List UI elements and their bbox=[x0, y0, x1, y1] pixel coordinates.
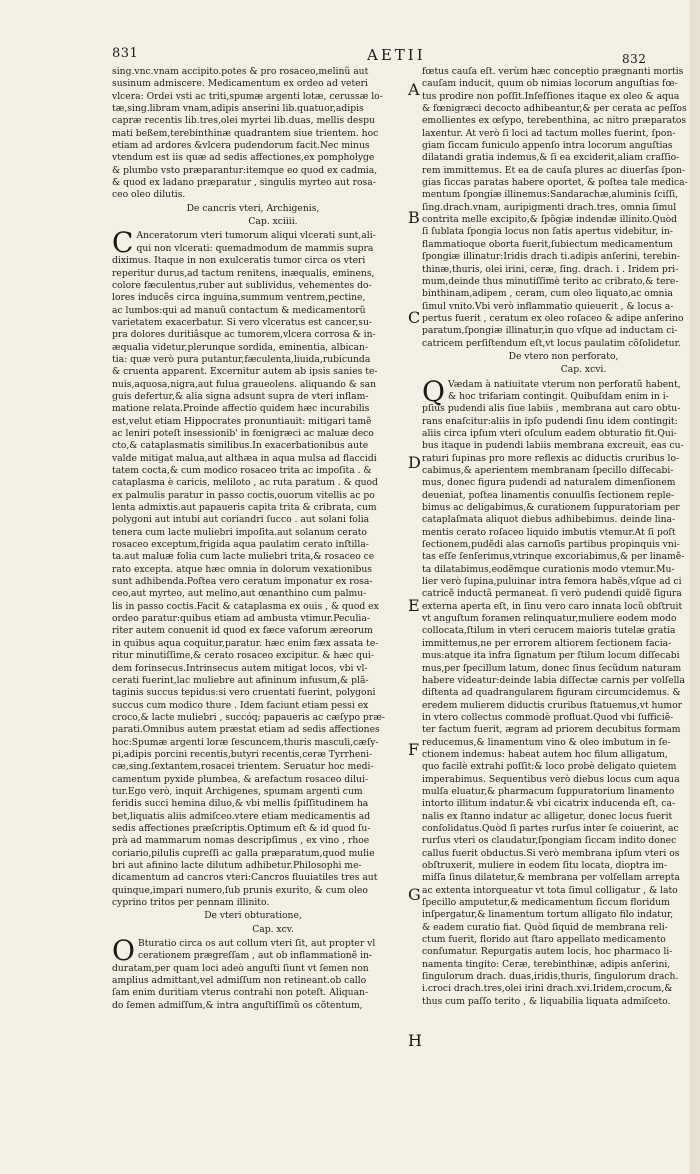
text-line: callus fuerit obductus.Si verò membrana ipſum vteri os bbox=[422, 847, 680, 859]
margin-letter: D bbox=[408, 453, 421, 472]
text-line: bri aut afinino lacte dilutum adhibetur.Philosophi me- bbox=[112, 860, 362, 871]
text-line: mati beßem,terebinthinæ quadrantem siue trientem. hoc bbox=[112, 127, 379, 139]
text-line: pra dolores duritiâsque ac tumorem,vlcera corrosa & in- bbox=[112, 329, 376, 341]
text-line: eredem mulierem diductis cruribus ſtatuemus,vt humor bbox=[422, 699, 683, 711]
page-number-right: 832 bbox=[622, 52, 647, 66]
text-line: guis defertur,& alia signa adsunt supra de vteri inflam- bbox=[112, 390, 369, 402]
text-line: riter autem conuenit id quod ex fæce vaforum æreorum bbox=[112, 625, 373, 637]
text-line: cerationem prægreſſam , aut ob inflammationẽ in- bbox=[137, 950, 373, 962]
text-line: giam ſiccam funiculo appenſo intra locorum anguſtias bbox=[422, 140, 673, 152]
text-line: externa aperta eſt, in ſinu vero caro innata locũ obſtruit bbox=[422, 600, 683, 612]
text-line: Anceratorum vteri tumorum aliqui vlcerati sunt,ali- bbox=[136, 230, 376, 242]
text-line: sing.vnc.vnam accipito.potes & pro rosaceo,melinũ aut bbox=[112, 66, 369, 77]
text-line: dilatandi gratia indemus,& ſi ea exciderit,aliam craſſio- bbox=[422, 152, 680, 164]
text-line: cerati fuerint,lac muliebre aut afininum infusum,& plã- bbox=[112, 674, 369, 686]
text-line: valde mitigat malua,aut althæa in aqua mulsa ad flaccidi bbox=[112, 452, 377, 464]
text-line: succus cum modico thure . Idem faciunt etiam pessi ex bbox=[112, 699, 369, 711]
text-line: catricẽ inductã permaneat. ſi verò pudendi quidẽ ſigura bbox=[422, 588, 682, 600]
text-line: do ſemen admiſſum,& intra anguſtiſſimũ os cõtentum, bbox=[112, 999, 363, 1011]
text-line: intorto illitum indatur.& vbi cicatrix inducenda eſt, ca- bbox=[422, 798, 676, 810]
text-line: binthinam,adipem , ceram, cum oleo liquato,ac omnia bbox=[422, 288, 673, 300]
text-line: ordeo paratur:quibus etiam ad ambusta vtimur.Peculia- bbox=[112, 613, 370, 625]
text-line: rosaceo exceptum,frigida aqua paulatim cerato inſtilla- bbox=[112, 539, 369, 551]
text-line: est,velut etiam Hippocrates pronuntiauit: mitigari tamẽ bbox=[112, 415, 372, 427]
text-line: nalis ex ſtanno indatur ac alligetur, donec locus fuerit bbox=[422, 810, 673, 822]
text-line: amplius admittant,vel admiſſum non retineant.ob callo bbox=[112, 975, 367, 987]
text-line: polygoni aut intubi aut coriandri ſucco . aut solani folia bbox=[112, 514, 370, 526]
text-line: & hoc trifariam contingit. Quibuſdam enim in i- bbox=[447, 390, 669, 402]
section-number-cap-96: Cap. xcvi. bbox=[560, 364, 607, 376]
text-line: dem forinsecus.Intrinsecus autem mitigat locos, vbi vl- bbox=[112, 662, 368, 674]
text-line: rem immittemus. Et ea de cauſa plures ac diuerſas ſpon- bbox=[422, 164, 686, 176]
text-line: ta.aut maluæ folia cum lacte muliebri trita,& rosaceo ce bbox=[112, 551, 375, 563]
text-line: vtendum est iis quæ ad sedis affectiones,ex pompholyge bbox=[112, 152, 375, 164]
text-line: ſectionem,pudẽdi alas carnoſis partibus propinquis vni- bbox=[422, 539, 680, 551]
text-line: ta dilatabimus,eodẽmque curationis modo vtemur.Mu- bbox=[422, 563, 675, 575]
text-line: fœtus cauſa eſt. verùm hæc conceptio prægnanti mortis bbox=[422, 66, 684, 77]
drop-cap: O bbox=[112, 934, 135, 968]
text-line: lenta admixtis.aut papaueris capita trita & cribrata, cum bbox=[112, 502, 377, 514]
text-line: parati.Omnibus autem præstat etiam ad sedis affectiones bbox=[112, 724, 380, 736]
text-line: catricem perſiſtendum eſt,vt locus paulatim cõſolidetur. bbox=[422, 337, 681, 349]
text-line: quinque,impari numero,ſub prunis exurito, & cum oleo bbox=[112, 884, 368, 896]
text-line: mum,deinde thus minutiſſimè terito ac cribrato,& tere- bbox=[422, 275, 679, 287]
text-line: flammatioque oborta fuerit,ſubiectum medicamentum bbox=[422, 238, 673, 250]
text-line: hoc:Spumæ argenti loræ ſescuncem,thuris masculi,cæſy- bbox=[112, 736, 379, 748]
left-para-1 bbox=[112, 66, 394, 202]
text-line: ctum fuerit, florido aut ſtaro appellato medicamento bbox=[422, 934, 666, 946]
text-line: matione relata.Proinde affectio quidem hæc incurabilis bbox=[112, 403, 370, 415]
text-line: lores inducẽs circa inguina,summum ventrem,pectine, bbox=[112, 292, 366, 304]
section-title-cap-95: De vteri obturatione, bbox=[204, 910, 302, 922]
left-text-column bbox=[112, 66, 394, 1012]
margin-letter: A bbox=[408, 80, 420, 99]
right-para-2 bbox=[422, 374, 700, 1009]
text-line: tia: quæ verò pura putantur,fæculenta,liuida,rubicunda bbox=[112, 353, 371, 365]
text-line: rurſus vteri os claudatur,ſpongiam ſiccam indito donec bbox=[422, 835, 677, 847]
text-line: cabimus,& aperientem membranam ſpecillo diſſecabi- bbox=[422, 465, 674, 476]
text-line: ſingulorum drach. duas,iridis,thuris, ſingulorum drach. bbox=[422, 971, 679, 983]
text-line: collocata,ſtilum in vteri cerucem maioris tutelæ gratia bbox=[422, 625, 676, 637]
text-line: vt anguſtum foramen relinquatur,muliere eodem modo bbox=[422, 613, 677, 625]
text-line: reperitur durus,ad tactum renitens, inæqualis, eminens, bbox=[112, 267, 375, 279]
text-line: contrita melle excipito,& ſpõgiæ indendæ illinito.Quòd bbox=[422, 214, 678, 226]
text-line: diſtenta ad quadrangularem figuram circumcidemus. & bbox=[422, 687, 681, 699]
text-line: imperabimus. Sequentibus verò diebus locus cum aqua bbox=[422, 773, 680, 785]
text-line: tenera cum lacte muliebri impoſita.aut solanum cerato bbox=[112, 526, 367, 538]
text-line: ac leniri poteſt insessionib' in fœnigræci ac maluæ deco bbox=[112, 427, 374, 439]
text-line: ſimul vnito.Vbi verò inflammatio quieuerit , & locus a- bbox=[422, 300, 674, 312]
text-line: in quibus aqua coquitur,paratur. hæc enim fæx assata te- bbox=[112, 637, 379, 649]
text-line: tur.Ego verò, inquit Archigenes, spumam argenti cum bbox=[112, 785, 363, 797]
text-line: rans enaſcitur:aliis in ipſo pudendi ſinu idem contingit: bbox=[422, 415, 678, 427]
text-line: ceo oleo dilutis. bbox=[112, 189, 186, 201]
text-line: rato excepta. atque hæc omnia in dolorum vexationibus bbox=[112, 563, 372, 575]
text-line: deueniat, poſtea linamentis conuulſis ſectionem reple- bbox=[422, 489, 675, 501]
text-line: coriario,pilulis cupreſſi ac galla præparatum,quod mulie bbox=[112, 847, 375, 859]
text-line: dicamentum ad cancros vteri:Cancros fluuiatiles tres aut bbox=[112, 872, 378, 884]
text-line: cto,& cataplasmatis similibus.In exacerbationibus aute bbox=[112, 440, 369, 452]
text-line: lis in passo coctis.Facit & cataplasma ex ouis , & quod ex bbox=[112, 600, 379, 612]
text-line: ac lumbos:qui ad manuũ contactum & medicamentorũ bbox=[112, 304, 366, 316]
text-line: bet,liquatis aliis admiſceo.vtere etiam medicamentis ad bbox=[112, 810, 371, 822]
text-line: tus prodire non poſſit.Inſeſſiones itaque ex oleo & aqua bbox=[422, 90, 680, 102]
text-line: colore fæculentus,ruber aut sublividus, vehementes do- bbox=[112, 279, 372, 291]
text-line: habere videatur:deinde labia diſſectæ carnis per volſella bbox=[422, 674, 685, 686]
text-line: cyprino tritos per pennam illinito. bbox=[112, 897, 270, 909]
text-line: conſolidatus.Quòd ſi partes rurſus inter ſe coiuerint, ac bbox=[422, 822, 679, 834]
text-line: ſam enim duritiam vterus contrahi non poteſt. Aliquan- bbox=[112, 987, 369, 999]
text-line: Vædam à natiuitate vterum non perforatũ habent, bbox=[447, 378, 681, 390]
text-line: laxentur. At verò ſi loci ad tactum molles fuerint, ſpon- bbox=[422, 127, 676, 139]
text-line: ſing.drach.vnam, auripigmenti drach.tres, omnia ſimul bbox=[422, 201, 677, 213]
left-para-3 bbox=[112, 934, 394, 1012]
right-text-column bbox=[422, 66, 700, 1008]
text-line: & plumbo vsto præparantur:itemque eo quod ex cadmia, bbox=[112, 164, 378, 176]
text-line: mulſa eluatur,& pharmacum ſuppuratorium linamento bbox=[422, 785, 675, 797]
text-line: pi,adipis porcini recentis,butyri recentis,ceræ Tyrrheni- bbox=[112, 748, 373, 760]
text-line: namenta tingito: Ceræ, terebinthinæ, adipis anſerini, bbox=[422, 958, 671, 970]
text-line: lier verò ſupina,puluinar intra femora habẽs,vſque ad ci bbox=[422, 576, 682, 588]
page-edge-shadow bbox=[690, 0, 700, 1174]
text-line: ac extenta intorqueatur vt tota ſimul colligatur , & lato bbox=[422, 884, 678, 896]
text-line: aliis circa ipſum vteri oſculum eadem obturatio fit.Qui- bbox=[422, 427, 677, 439]
text-line: bimus ac deligabimus,& curationem ſuppuratoriam per bbox=[422, 502, 680, 514]
text-line: mentis cerato roſaceo liquido imbutis vtemur.At ſi poſt bbox=[422, 526, 676, 538]
text-line: cataplasma è caricis, meliloto , ac ruta paratum . & quod bbox=[112, 477, 378, 489]
section-title-cap-96: De vtero non perforato, bbox=[508, 350, 619, 362]
text-line: sedis affectiones præſcriptis.Optimum eſt & id quod ſu- bbox=[112, 822, 371, 834]
section-number-cap-95: Cap. xcv. bbox=[252, 923, 294, 935]
text-line: mentum ſpongiæ illinemus:Sandarachæ,aluminis ſciſſi, bbox=[422, 189, 679, 201]
text-line: prà ad mammarum nomas descripſimus , ex vino , rhoe bbox=[112, 835, 370, 847]
text-line: ceo,aut myrteo, aut melino,aut œnanthino cum palmu- bbox=[112, 588, 367, 600]
running-title: AETII bbox=[367, 46, 426, 64]
section-title-cap-94: De cancris vteri, Archigenis, bbox=[186, 202, 320, 214]
text-line: conſumatur. Repurgatis autem locis, hoc pharmaco li- bbox=[422, 946, 673, 958]
text-line: mus,per ſpecillum latum, donec ſinus ſecũdum naturam bbox=[422, 662, 682, 674]
text-line: tatem cocta,& cum modico rosaceo trita ac impoſita . & bbox=[112, 465, 372, 476]
text-line: tas eſſe ſenſerimus,vtrinque excoriabimus,& per linamẽ- bbox=[422, 551, 685, 563]
text-line: ter factum fuerit, ægram ad priorem decubitus formam bbox=[422, 724, 681, 736]
text-line: æqualia videtur,plerunque sordida, eminentia, albican- bbox=[112, 341, 369, 353]
text-line: ritur minutiſſime,& cerato rosaceo excipitur. & hæc qui- bbox=[112, 650, 374, 662]
text-line: gias ſiccas paratas habere oportet, & poſtea tale medica- bbox=[422, 177, 688, 189]
text-line: thinæ,thuris, olei irini, ceræ, ſing. drach. i . Iridem pri- bbox=[422, 263, 679, 275]
margin-letter: C bbox=[408, 308, 421, 327]
page-number-left: 831 bbox=[112, 46, 139, 61]
text-line: susinum admiscere. Medicamentum ex ordeo ad veteri bbox=[112, 78, 368, 90]
text-line: sunt adhibenda.Poſtea vero ceratum imponatur ex rosa- bbox=[112, 576, 373, 588]
text-line: paratum,ſpongiæ illinatur,in quo vſque ad inductam ci- bbox=[422, 325, 678, 337]
text-line: ctionem indemus: habeat autem hoc filum alligatum, bbox=[422, 748, 668, 760]
margin-letter: E bbox=[408, 596, 420, 615]
text-line: ſpecillo amputetur,& medicamentum ſiccum floridum bbox=[422, 897, 670, 909]
text-line: raturi ſupinas pro more reflexis ac diductis cruribus lo- bbox=[422, 452, 680, 464]
text-line: nuis,aquosa,nigra,aut fulua graueolens. aliquando & san bbox=[112, 378, 377, 390]
text-line: in vtero collectus commodè profluat.Quod vbi ſufficiẽ- bbox=[422, 711, 674, 723]
text-line: i.croci drach.tres,olei irini drach.xvi.Iridem,crocum,& bbox=[422, 983, 673, 995]
text-line: bus itaque in pudendi labiis membrana excreuit, eas cu- bbox=[422, 440, 684, 452]
text-line: cauſam inducit, quum ob nimias locorum anguſtias fœ- bbox=[422, 78, 678, 90]
text-line: pertus fuerit , ceratum ex oleo roſaceo & adipe anſerino bbox=[422, 312, 684, 324]
text-line: ſpongiæ illinatur:Iridis drach ti.adipis anſerini, terebin- bbox=[422, 251, 680, 263]
text-line: croco,& lacte muliebri , succóq; papaueris ac cæſypo præ- bbox=[112, 711, 385, 723]
text-line: camentum pyxide plumbea, & arefactum rosaceo dilui- bbox=[112, 773, 368, 785]
text-line: diximus. Itaque in non exulceratis tumor circa os vteri bbox=[112, 255, 366, 267]
text-line: ſi ſublata ſpongia locus non ſatis apertus videbitur, in- bbox=[422, 226, 673, 238]
text-line: quo facilè extrahi poſſit:& loco probè deligato quietem bbox=[422, 761, 677, 773]
text-line: immittemus,ne per errorem altiorem ſectionem facia- bbox=[422, 637, 672, 649]
right-para-1 bbox=[422, 66, 700, 350]
text-line: mus, donec figura pudendi ad naturalem dimenſionem bbox=[422, 477, 676, 489]
drop-cap: C bbox=[112, 226, 134, 260]
margin-letter: F bbox=[408, 740, 420, 759]
text-line: & eadem curatio fiat. Quòd ſiquid de membrana reli- bbox=[422, 921, 668, 933]
margin-letter: B bbox=[408, 208, 420, 227]
text-line: tæ,sing.libram vnam,adipis anserini lib.quatuor,adipis bbox=[112, 103, 364, 115]
section-number-cap-94: Cap. xciiii. bbox=[248, 216, 298, 228]
text-line: emollientes ex œſypo, terebenthina, ac nitro præparatos bbox=[422, 115, 687, 127]
text-line: inſpergatur,& linamentum tortum alligato filo indatur, bbox=[422, 909, 674, 921]
text-line: obſtruxerit, muliere in eodem ſitu locata, dioptra im- bbox=[422, 860, 668, 871]
text-line: taginis succus tepidus:si vero cruentati fuerint, polygoni bbox=[112, 687, 376, 699]
text-line: & fœnigræci decocto adhibeantur,& per cerata ac peſſos bbox=[422, 103, 687, 115]
text-line: ex palmulis paratur in passo coctis,ouorum vitellis ac po bbox=[112, 489, 375, 501]
text-line: etiam ad ardores &vlcera pudendorum facit.Nec minus bbox=[112, 140, 370, 152]
text-line: & cruenta apparent. Excernitur autem ab ipsis sanies te- bbox=[112, 366, 378, 378]
text-line: cataplaſmata aliquot diebus adhibebimus. deinde lina- bbox=[422, 514, 676, 526]
text-line: varietatem exacerbatur. Si vero vlceratus est cancer,su- bbox=[112, 316, 373, 328]
text-line: thus cum paſſo terito , & liquabilia liquata admiſceto. bbox=[422, 995, 671, 1007]
text-line: Bturatio circa os aut collum vteri ſit, aut propter vl bbox=[137, 938, 376, 950]
text-line: capræ recentis lib.tres,olei myrtei lib.duas, mellis despu bbox=[112, 115, 375, 127]
text-line: mus:atque ita infra ſignatum per ſtilum locum diſſecabi bbox=[422, 650, 680, 662]
text-line: duratam,per quam loci adeò anguſti ſiunt vt ſemen non bbox=[112, 962, 369, 974]
margin-letter: G bbox=[408, 885, 421, 904]
text-line: cæ,sing.ſextantem,rosacei trientem. Seruatur hoc medi- bbox=[112, 761, 374, 773]
left-para-2 bbox=[112, 226, 394, 909]
text-line: vlcera: Ordei vsti ac triti,spumæ argenti lotæ, cerussæ lo- bbox=[112, 90, 383, 102]
text-line: & quod ex ladano præparatur , singulis myrteo aut rosa- bbox=[112, 177, 376, 189]
text-line: feridis succi hemina diluo,& vbi mellis ſpiſſitudinem ha bbox=[112, 798, 369, 810]
text-line: qui non vlcerati: quemadmodum de mammis supra bbox=[136, 242, 374, 254]
text-line: reducemus,& linamentum vino & oleo imbutum in ſe- bbox=[422, 736, 671, 748]
text-line: pſius pudendi alis ſiue labiis , membrana aut caro obtu- bbox=[422, 403, 681, 415]
margin-letter: H bbox=[408, 1031, 422, 1050]
drop-cap: Q bbox=[422, 374, 445, 408]
text-line: miſſa ſinus dilatetur,& membrana per volſellam arrepta bbox=[422, 872, 680, 884]
